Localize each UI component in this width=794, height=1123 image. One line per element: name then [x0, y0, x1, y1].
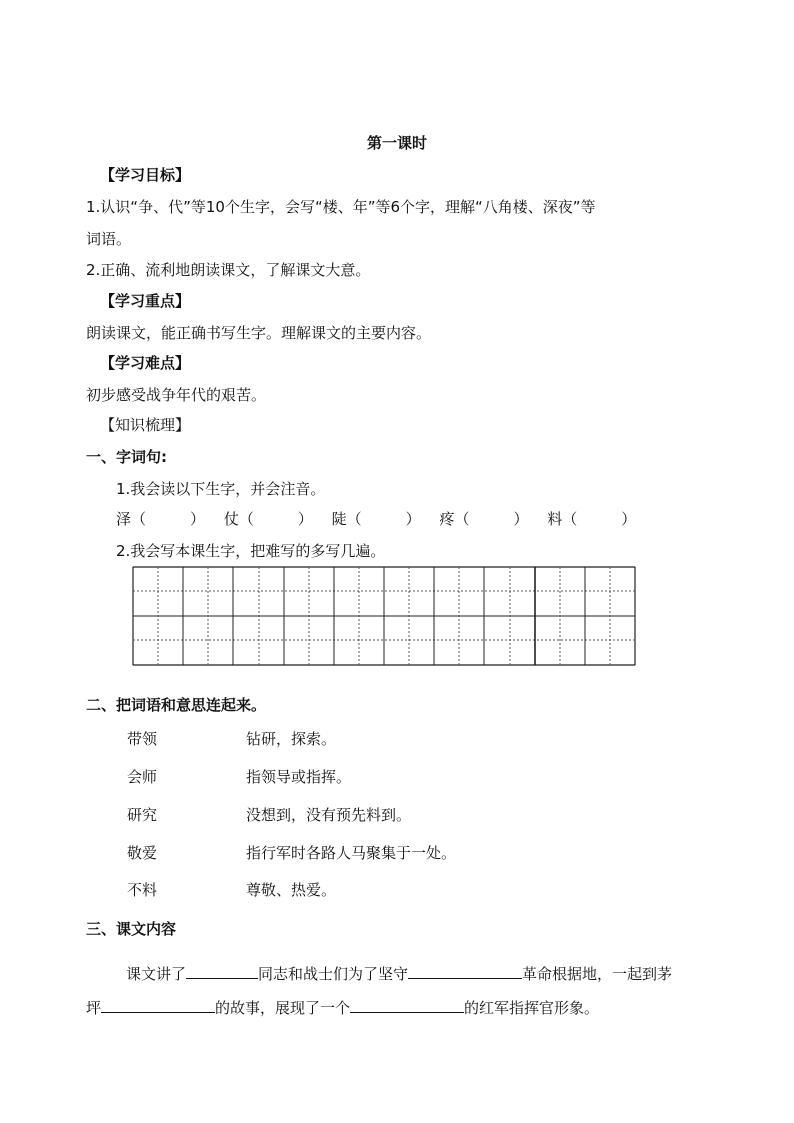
word-item[interactable]: 研究: [127, 806, 158, 824]
word-item[interactable]: 不料: [127, 881, 158, 899]
fill-line-2: 坪 的故事，展现了一个 的红军指挥官形象。: [86, 996, 599, 1018]
section-3-heading: 三、课文内容: [86, 920, 177, 938]
word-item[interactable]: 敬爱: [127, 844, 158, 862]
meaning-item[interactable]: 指领导或指挥。: [246, 768, 352, 786]
pinyin-row: [116, 508, 636, 529]
difficulties-heading: 【学习难点】: [100, 354, 191, 372]
key-points-text: 朗读课文，能正确书写生字。理解课文的主要内容。: [86, 324, 432, 342]
objective-2: 2.正确、流利地朗读课文，了解课文大意。: [86, 261, 371, 279]
knowledge-heading: 【知识梳理】: [100, 416, 191, 434]
char-item: 陡（ ）: [331, 510, 421, 528]
blank-field[interactable]: [101, 996, 215, 1013]
question-2: 2.我会写本课生字，把难写的多写几遍。: [116, 542, 386, 560]
difficulties-text: 初步感受战争年代的艰苦。: [86, 386, 267, 404]
char-item: 泽（ ）: [116, 510, 206, 528]
blank-field[interactable]: [350, 996, 464, 1013]
objective-1-line-2: 词语。: [86, 230, 132, 248]
meaning-item[interactable]: 尊敬、热爱。: [246, 881, 337, 899]
page-title: 第一课时: [366, 134, 427, 152]
char-item: 疼（ ）: [439, 510, 529, 528]
section-2-heading: 二、把词语和意思连起来。: [86, 696, 267, 714]
question-1: 1.我会读以下生字，并会注音。: [116, 480, 326, 498]
meaning-item[interactable]: 没想到，没有预先料到。: [246, 806, 412, 824]
key-points-heading: 【学习重点】: [100, 292, 191, 310]
writing-grid[interactable]: [132, 566, 636, 666]
objectives-heading: 【学习目标】: [100, 166, 191, 184]
word-item[interactable]: 会师: [127, 768, 158, 786]
meaning-item[interactable]: 钻研，探索。: [246, 730, 337, 748]
meaning-item[interactable]: 指行军时各路人马聚集于一处。: [246, 844, 457, 862]
word-item[interactable]: 带领: [127, 730, 158, 748]
fill-line-1: 课文讲了 同志和战士们为了坚守 革命根据地，一起到茅: [126, 962, 672, 984]
char-item: 料（ ）: [547, 510, 637, 528]
blank-field[interactable]: [408, 962, 522, 979]
char-item: 仗（ ）: [223, 510, 313, 528]
objective-1-line-1: 1.认识“争、代”等10个生字，会写“楼、年”等6个字，理解“八角楼、深夜”等: [86, 198, 596, 216]
section-1-heading: 一、字词句:: [86, 448, 167, 466]
blank-field[interactable]: [186, 962, 258, 979]
